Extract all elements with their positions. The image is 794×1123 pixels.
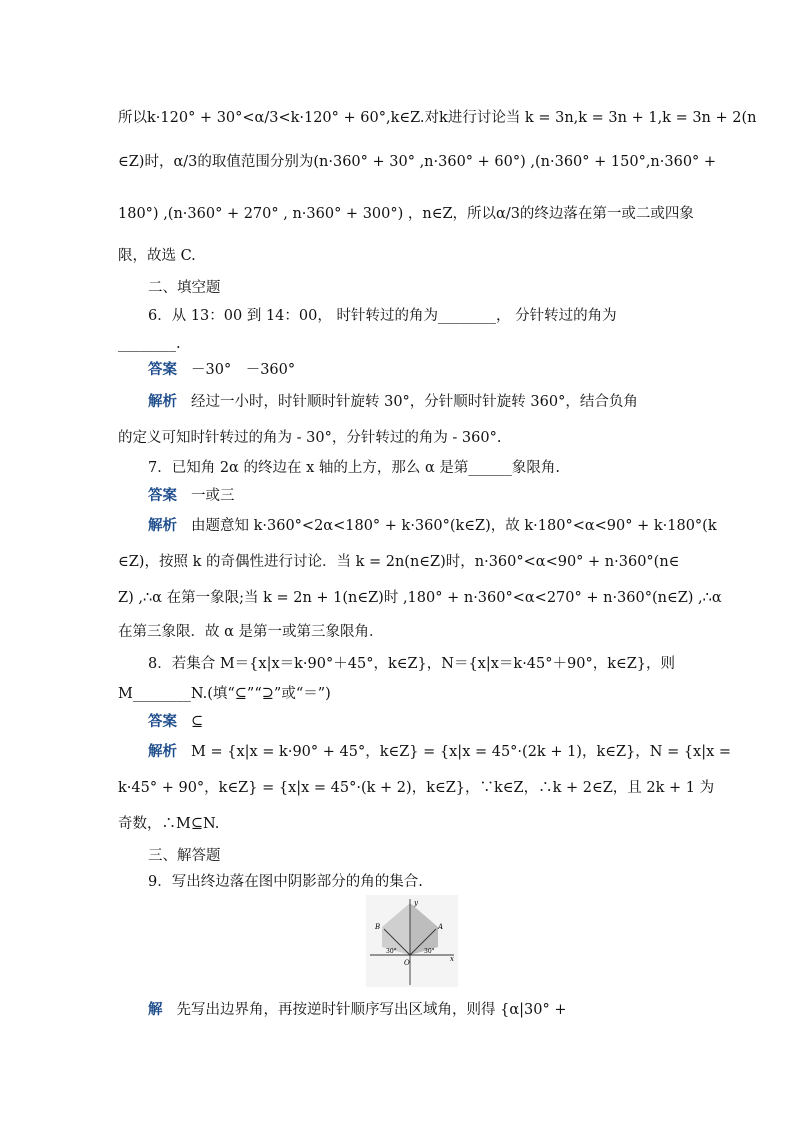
- problem-6-text-cont: ________.: [118, 336, 181, 352]
- origin-label: O: [404, 959, 410, 967]
- problem-6-analysis-cont: 的定义可知时针转过的角为 - 30°，分针转过的角为 - 360°.: [118, 430, 502, 446]
- problem-6-text: 6．从 13：00 到 14：00， 时针转过的角为________， 分针转过的角为: [148, 308, 617, 324]
- analysis-text: 由题意知 k·360°<2α<180° + k·360°(k∈Z)，故 k·180°<α<90° + k·180°(k: [191, 518, 717, 534]
- answer-text: ⊆: [191, 714, 204, 730]
- shaded-angle-figure: [366, 895, 458, 987]
- answer-label: 答案: [148, 362, 177, 378]
- problem-8-analysis-2: k·45° + 90°，k∈Z} = {x|x = 45°·(k + 2)，k∈Z}，∵k∈Z，∴k + 2∈Z，且 2k + 1 为: [118, 780, 715, 796]
- problem-7-text: 7．已知角 2α 的终边在 x 轴的上方，那么 α 是第______象限角.: [148, 460, 560, 476]
- prev-solution-line-4: 限，故选 C.: [118, 248, 196, 264]
- angle-label-left: 30°: [386, 948, 397, 955]
- analysis-text: 经过一小时，时针顺时针旋转 30°，分针顺时针旋转 360°，结合负角: [191, 394, 638, 410]
- point-b-label: B: [375, 923, 381, 931]
- problem-8-analysis: [148, 742, 732, 762]
- analysis-label: 解析: [148, 394, 177, 410]
- problem-7-analysis-2: ∈Z)，按照 k 的奇偶性进行讨论．当 k = 2n(n∈Z)时，n·360°<α<90° + n·360°(n∈: [118, 554, 680, 570]
- prev-solution-line-1: 所以k·120° + 30°<α/3<k·120° + 60°,k∈Z.对k进行讨论当 k = 3n,k = 3n + 1,k = 3n + 2(n: [118, 110, 757, 126]
- problem-7-answer: [148, 486, 678, 506]
- problem-8-text: 8．若集合 M＝{x|x＝k·90°＋45°，k∈Z}，N＝{x|x＝k·45°＋90°，k∈Z}，则: [148, 656, 676, 672]
- prev-solution-line-2: ∈Z)时，α/3的取值范围分别为(n·360° + 30° ,n·360° + 60°) ,(n·360° + 150°,n·360° +: [118, 154, 717, 170]
- solution-text: 先写出边界角，再按逆时针顺序写出区域角，则得 {α|30° +: [176, 1002, 567, 1018]
- problem-6-answer: [148, 360, 678, 380]
- problem-8-text-cont: M________N.(填“⊆”“⊇”或“＝”): [118, 686, 331, 702]
- problem-9-text: 9．写出终边落在图中阴影部分的角的集合.: [148, 874, 423, 890]
- solution-label: 解: [148, 1002, 163, 1018]
- x-axis-label: x: [450, 955, 454, 963]
- problem-6-analysis: [148, 392, 678, 412]
- answer-text: 一或三: [191, 488, 235, 504]
- problem-8-analysis-3: 奇数，∴M⊆N.: [118, 816, 220, 832]
- problem-9-solution: [148, 1000, 678, 1020]
- answer-label: 答案: [148, 488, 177, 504]
- analysis-text: M = {x|x = k·90° + 45°，k∈Z} = {x|x = 45°·(2k + 1)，k∈Z}，N = {x|x =: [191, 744, 732, 760]
- prev-solution-line-3: 180°) ,(n·360° + 270° , n·360° + 300°) ，n∈Z，所以α/3的终边落在第一或二或四象: [118, 206, 694, 222]
- section-heading-solve: 三、解答题: [148, 848, 221, 864]
- point-a-label: A: [438, 923, 444, 931]
- answer-label: 答案: [148, 714, 177, 730]
- analysis-label: 解析: [148, 518, 177, 534]
- problem-7-analysis: [148, 516, 717, 536]
- analysis-label: 解析: [148, 744, 177, 760]
- angle-label-right: 30°: [424, 948, 435, 955]
- y-axis-label: y: [414, 899, 418, 907]
- answer-text: －30° －360°: [191, 362, 296, 378]
- section-heading-fill-in: 二、填空题: [148, 280, 221, 296]
- problem-7-analysis-3: Z) ,∴α 在第一象限;当 k = 2n + 1(n∈Z)时 ,180° + n·360°<α<270° + n·360°(n∈Z) ,∴α: [118, 590, 722, 606]
- problem-8-answer: [148, 712, 678, 732]
- problem-7-analysis-4: 在第三象限．故 α 是第一或第三象限角．: [118, 624, 384, 640]
